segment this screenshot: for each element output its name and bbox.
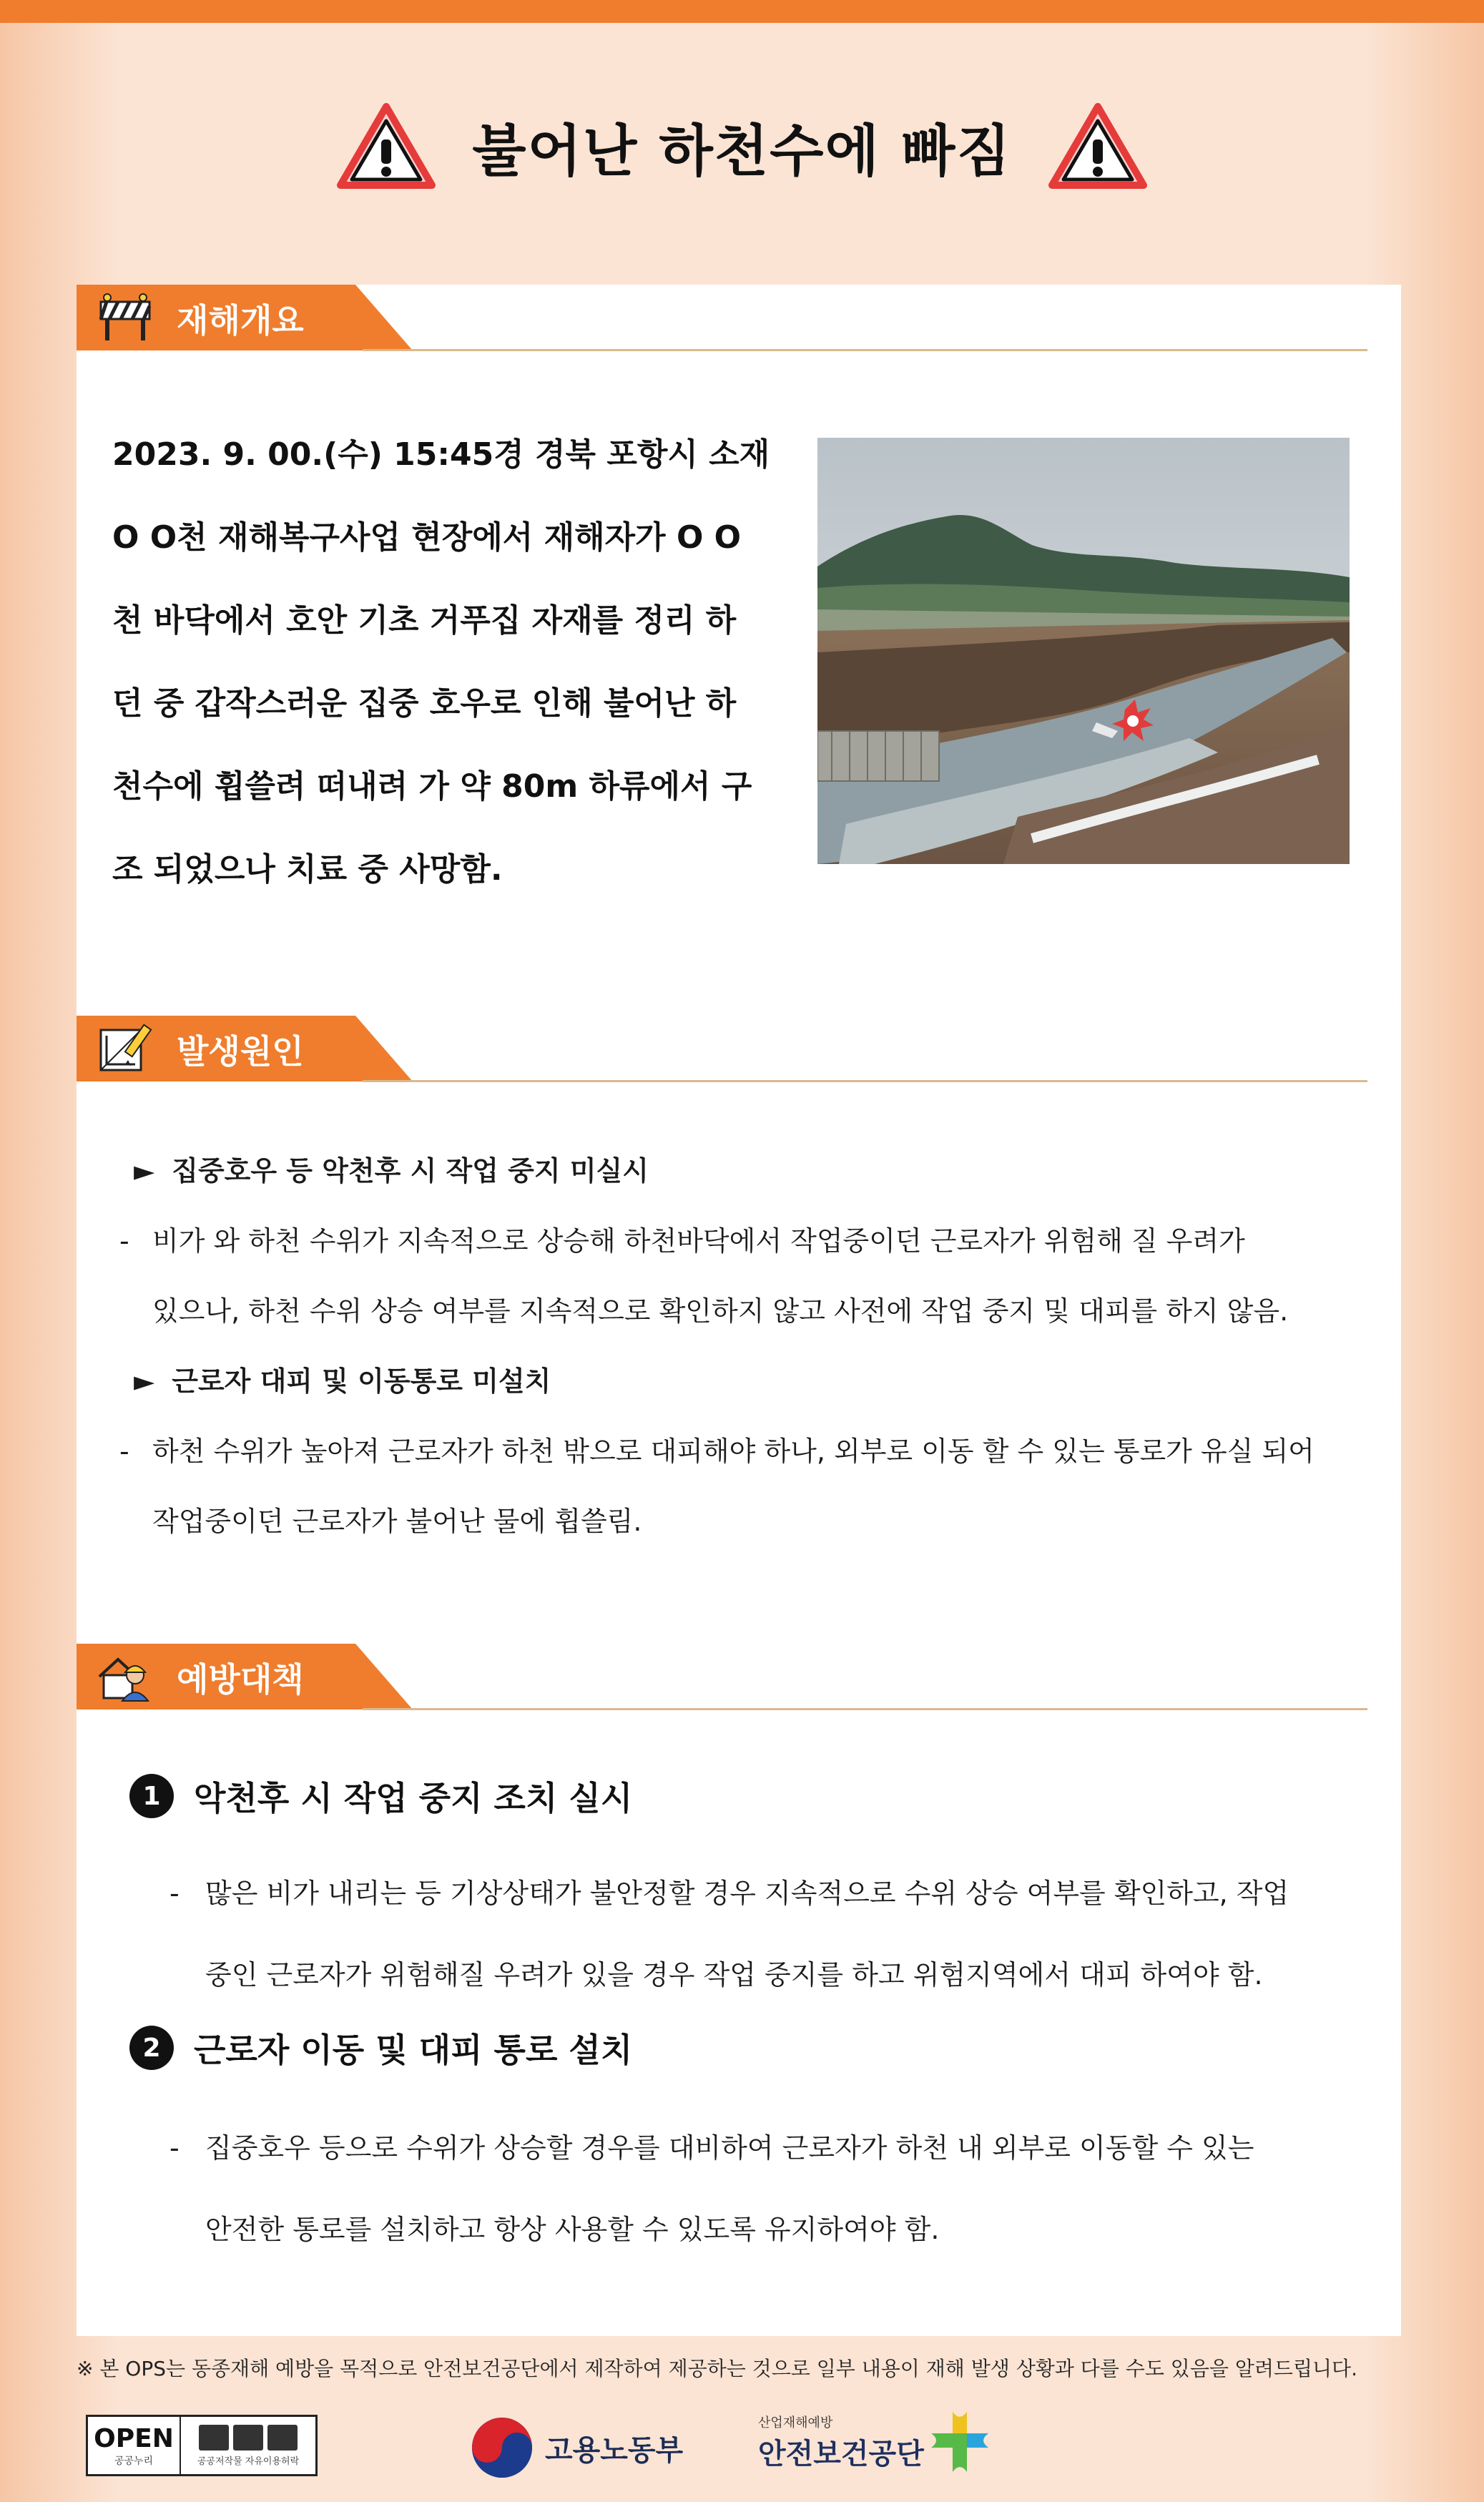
road-barrier-icon	[97, 292, 154, 343]
number-badge: 2	[129, 2026, 174, 2070]
taegeuk-icon	[472, 2418, 532, 2478]
open-sub: 공공누리	[114, 2455, 154, 2467]
dash-icon: -	[169, 1878, 180, 1909]
agency-name: 안전보건공단	[758, 2437, 924, 2471]
cause-bullet	[112, 1346, 1371, 1416]
prevention-text	[169, 2107, 1385, 2270]
cause-detail: 있으나, 하천 수위 상승 여부를 지속적으로 확인하지 않고 사전에 작업 중지 및 대피를 하지 않음.	[152, 1295, 1289, 1327]
warning-triangle-icon	[1048, 102, 1148, 191]
section-rule	[363, 1708, 1367, 1710]
open-word: OPEN	[94, 2423, 174, 2453]
footnote: ※ 본 OPS는 동종재해 예방을 목적으로 안전보건공단에서 제작하여 제공하는 것으로 일부 내용이 재해 발생 상황과 다를 수도 있음을 알려드립니다.	[77, 2357, 1358, 2380]
noncommercial-icon	[233, 2425, 263, 2451]
section-label: 발생원인	[177, 1032, 304, 1071]
cause-bullet-text: 근로자 대피 및 이동통로 미설치	[172, 1365, 551, 1397]
overview-line: 던 중 갑작스러운 집중 호우로 인해 불어난 하	[112, 685, 737, 722]
section-label: 재해개요	[177, 301, 304, 340]
cause-list	[112, 1136, 1371, 1556]
prevention-line	[169, 2107, 1385, 2189]
overview-line: 천 바닥에서 호안 기초 거푸집 자재를 정리 하	[112, 602, 737, 639]
prevention-item-1	[129, 1772, 632, 1820]
footer	[0, 2396, 1484, 2502]
overview-text	[112, 413, 856, 911]
prevention-line: 중인 근로자가 위험해질 우려가 있을 경우 작업 중지를 하고 위험지역에서 대피 하여야 함.	[205, 1959, 1263, 1991]
open-logo-left	[88, 2417, 181, 2474]
prevention-text	[169, 1853, 1385, 2016]
section-rule	[363, 349, 1367, 351]
ministry-logo	[472, 2418, 683, 2478]
agency-logo	[758, 2412, 988, 2472]
cause-detail	[112, 1206, 1371, 1276]
section-header-prevention	[77, 1644, 1292, 1709]
section-header-overview	[77, 285, 1292, 350]
no-derivatives-icon	[267, 2425, 298, 2451]
top-accent-bar	[0, 0, 1484, 23]
prevention-line-text: 집중호우 등으로 수위가 상승할 경우를 대비하여 근로자가 하천 내 외부로 이동할 수 있는	[205, 2132, 1254, 2164]
page-header	[0, 93, 1484, 200]
overview-line: 2023. 9. 00.(수) 15:45경 경북 포항시 소재	[112, 436, 770, 473]
prevention-line: 안전한 통로를 설치하고 항상 사용할 수 있도록 유지하여야 함.	[205, 2214, 940, 2245]
cause-bullet	[112, 1136, 1371, 1206]
cause-detail-text: 비가 와 하천 수위가 지속적으로 상승해 하천바닥에서 작업중이던 근로자가 위험해 질 우려가	[152, 1225, 1245, 1257]
section-rule	[363, 1080, 1367, 1082]
agency-text	[758, 2413, 924, 2472]
ruler-pencil-icon	[97, 1023, 154, 1074]
worker-house-icon	[97, 1651, 154, 1702]
attribution-icon	[199, 2425, 229, 2451]
ministry-name: 고용노동부	[545, 2433, 684, 2467]
page-title: 불어난 하천수에 빠짐	[472, 119, 1012, 184]
dash-icon: -	[119, 1225, 129, 1257]
number-badge: 1	[129, 1774, 174, 1818]
overview-line: 천수에 휩쓸려 떠내려 가 약 80m 하류에서 구	[112, 768, 752, 805]
prevention-title: 근로자 이동 및 대피 통로 설치	[194, 2031, 633, 2069]
overview-line: O O천 재해복구사업 현장에서 재해자가 O O	[112, 519, 742, 556]
arrow-right-icon: ►	[134, 1365, 155, 1397]
agency-tagline: 산업재해예방	[758, 2415, 833, 2430]
prevention-line-text: 많은 비가 내리는 등 기상상태가 불안정할 경우 지속적으로 수위 상승 여부를 확인하고, 작업	[205, 1878, 1289, 1909]
prevention-line	[169, 1853, 1385, 1934]
license-icons	[199, 2425, 298, 2451]
open-license-text: 공공저작물 자유이용허락	[197, 2456, 300, 2467]
dash-icon: -	[119, 1436, 129, 1467]
accident-site-photo	[817, 438, 1350, 864]
prevention-title: 악천후 시 작업 중지 조치 실시	[194, 1779, 633, 1817]
open-license-logo	[86, 2415, 318, 2476]
warning-triangle-icon	[336, 102, 436, 191]
prevention-item-2	[129, 2024, 632, 2071]
cause-detail-text: 하천 수위가 높아져 근로자가 하천 밖으로 대피해야 하나, 외부로 이동 할 수 있는 통로가 유실 되어	[152, 1436, 1315, 1467]
content-panel	[77, 285, 1401, 2336]
section-label: 예방대책	[177, 1660, 304, 1699]
cause-detail	[112, 1416, 1371, 1486]
section-header-cause	[77, 1016, 1292, 1081]
kosha-cross-icon	[931, 2412, 988, 2472]
overview-line: 조 되었으나 치료 중 사망함.	[112, 851, 503, 888]
cause-bullet-text: 집중호우 등 악천후 시 작업 중지 미실시	[172, 1155, 649, 1187]
open-logo-right	[181, 2417, 315, 2474]
arrow-right-icon: ►	[134, 1155, 155, 1187]
dash-icon: -	[169, 2132, 180, 2164]
cause-detail: 작업중이던 근로자가 불어난 물에 휩쓸림.	[152, 1506, 642, 1537]
